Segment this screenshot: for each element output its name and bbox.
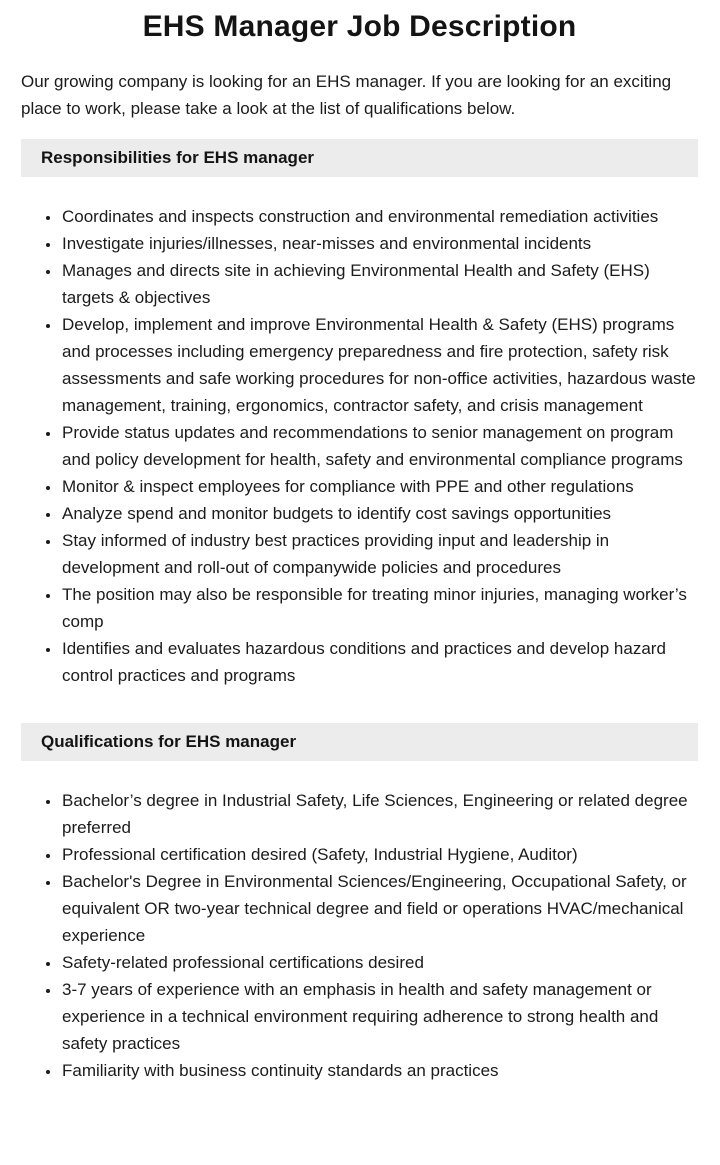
page-title: EHS Manager Job Description <box>142 10 577 43</box>
list-item: • Manages and directs site in achieving Environmental Health and Safety (EHS) targets & objectives <box>61 257 698 311</box>
list-item: • Analyze spend and monitor budgets to identify cost savings opportunities <box>61 500 698 527</box>
responsibilities-heading: Responsibilities for EHS manager <box>21 139 698 177</box>
qualifications-heading: Qualifications for EHS manager <box>21 723 698 761</box>
list-item: • Develop, implement and improve Environmental Health & Safety (EHS) programs and processes including emergency preparedness and fire protection, safety risk assessments and safe working procedures for non-office activities, hazardous waste management, training, ergonomics, contractor safety, and crisis management <box>61 311 698 419</box>
qualifications-list <box>21 787 698 1084</box>
list-item: • Monitor & inspect employees for compliance with PPE and other regulations <box>61 473 698 500</box>
responsibilities-section <box>21 139 698 689</box>
list-item: • 3-7 years of experience with an emphasis in health and safety management or experience in a technical environment requiring adherence to strong health and safety practices <box>61 976 698 1057</box>
list-item: • Familiarity with business continuity standards an practices <box>61 1057 698 1084</box>
list-item: • Safety-related professional certifications desired <box>61 949 698 976</box>
list-item: • Stay informed of industry best practices providing input and leadership in development and roll-out of companywide policies and procedures <box>61 527 698 581</box>
responsibilities-list <box>21 203 698 689</box>
list-item: • Provide status updates and recommendations to senior management on program and policy development for health, safety and environmental compliance programs <box>61 419 698 473</box>
list-item: • Identifies and evaluates hazardous conditions and practices and develop hazard control practices and programs <box>61 635 698 689</box>
list-item: • Coordinates and inspects construction and environmental remediation activities <box>61 203 698 230</box>
list-item: • The position may also be responsible for treating minor injuries, managing worker’s comp <box>61 581 698 635</box>
list-item: • Bachelor’s degree in Industrial Safety, Life Sciences, Engineering or related degree preferred <box>61 787 698 841</box>
qualifications-section <box>21 723 698 1084</box>
list-item: • Bachelor's Degree in Environmental Sciences/Engineering, Occupational Safety, or equivalent OR two-year technical degree and field or operations HVAC/mechanical experience <box>61 868 698 949</box>
intro-paragraph: Our growing company is looking for an EHS manager. If you are looking for an exciting place to work, please take a look at the list of qualifications below. <box>21 72 672 118</box>
list-item: • Professional certification desired (Safety, Industrial Hygiene, Auditor) <box>61 841 698 868</box>
list-item: • Investigate injuries/illnesses, near-misses and environmental incidents <box>61 230 698 257</box>
